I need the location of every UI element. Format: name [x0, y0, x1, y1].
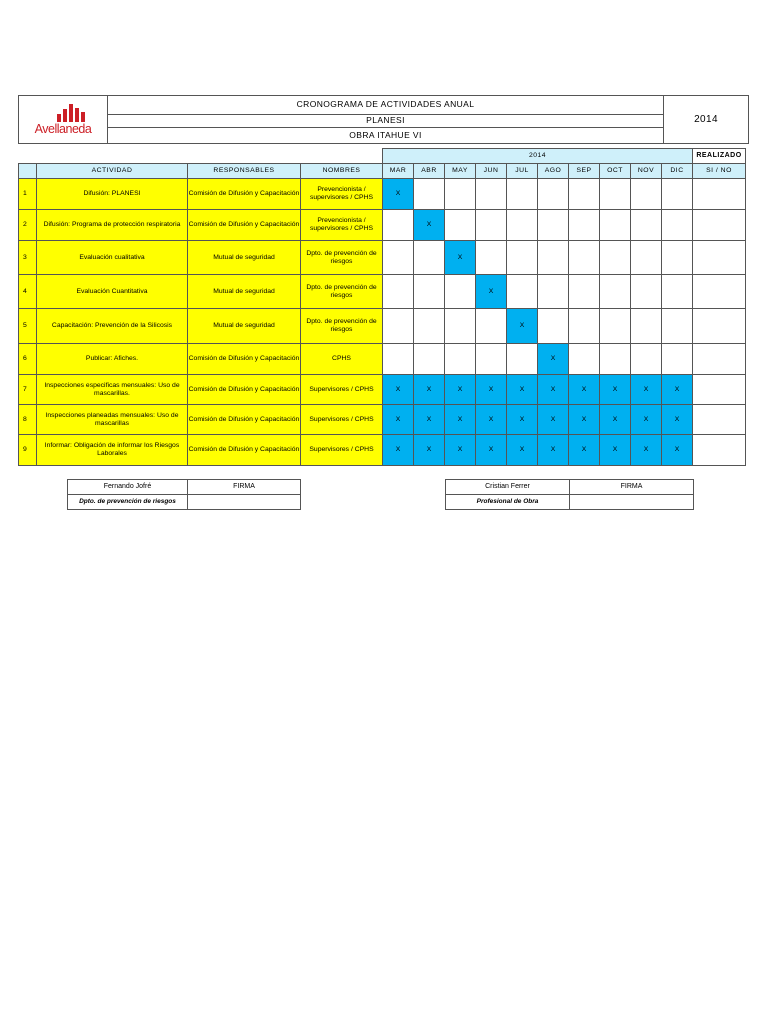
responsables-cell: Comisión de Difusión y Capacitación: [188, 435, 301, 466]
month-cell: [507, 210, 538, 241]
activity-cell: Difusión: Programa de protección respiratoria: [37, 210, 188, 241]
month-cell: X: [445, 241, 476, 275]
month-cell: [507, 275, 538, 309]
month-cell: X: [445, 435, 476, 466]
month-header: JUL: [507, 164, 538, 179]
month-cell: X: [383, 435, 414, 466]
realizado-cell[interactable]: [693, 241, 746, 275]
nombres-cell: Dpto. de prevención de riesgos: [301, 275, 383, 309]
month-cell: [538, 309, 569, 344]
logo-bars-icon: [57, 104, 91, 122]
month-cell: X: [476, 435, 507, 466]
month-cell: X: [445, 375, 476, 405]
month-cell: [569, 275, 600, 309]
realizado-cell[interactable]: [693, 375, 746, 405]
month-cell: [445, 309, 476, 344]
row-number: 4: [19, 275, 37, 309]
responsables-cell: Mutual de seguridad: [188, 275, 301, 309]
month-cell: X: [569, 435, 600, 466]
realizado-cell[interactable]: [693, 210, 746, 241]
month-cell: [445, 275, 476, 309]
activity-row: [19, 435, 746, 466]
month-cell: [383, 309, 414, 344]
month-cell: X: [445, 405, 476, 435]
month-cell: [662, 210, 693, 241]
month-cell: X: [383, 405, 414, 435]
month-cell: [662, 275, 693, 309]
activity-cell: Inspecciones planeadas mensuales: Uso de mascarillas: [37, 405, 188, 435]
month-cell: [662, 179, 693, 210]
month-cell: X: [662, 435, 693, 466]
month-cell: [600, 241, 631, 275]
month-cell: [569, 179, 600, 210]
actividad-header: ACTIVIDAD: [37, 164, 188, 179]
activity-cell: Difusión: PLANESI: [37, 179, 188, 210]
month-cell: [383, 275, 414, 309]
row-number: 3: [19, 241, 37, 275]
nombres-cell: Supervisores / CPHS: [301, 435, 383, 466]
month-cell: X: [538, 435, 569, 466]
month-cell: X: [507, 375, 538, 405]
nombres-cell: Dpto. de prevención de riesgos: [301, 309, 383, 344]
signature-field[interactable]: [188, 495, 301, 510]
month-cell: [631, 275, 662, 309]
activity-row: [19, 309, 746, 344]
firma-label: FIRMA: [570, 480, 694, 495]
month-cell: [414, 179, 445, 210]
month-cell: [538, 241, 569, 275]
month-cell: [507, 344, 538, 375]
month-header: MAR: [383, 164, 414, 179]
month-cell: X: [414, 405, 445, 435]
month-cell: [383, 241, 414, 275]
realizado-cell[interactable]: [693, 309, 746, 344]
month-cell: X: [662, 375, 693, 405]
row-number: 6: [19, 344, 37, 375]
month-cell: X: [631, 405, 662, 435]
project-name: OBRA ITAHUE VI: [108, 128, 664, 144]
month-cell: [414, 275, 445, 309]
month-cell: X: [507, 435, 538, 466]
realizado-header: REALIZADO: [693, 149, 746, 164]
sino-header: SI / NO: [693, 164, 746, 179]
month-cell: [507, 179, 538, 210]
month-cell: X: [383, 375, 414, 405]
month-cell: [445, 179, 476, 210]
signer-role: Profesional de Obra: [446, 495, 570, 510]
month-header: ABR: [414, 164, 445, 179]
document-title: CRONOGRAMA DE ACTIVIDADES ANUAL: [108, 96, 664, 115]
realizado-cell[interactable]: [693, 435, 746, 466]
month-cell: [662, 241, 693, 275]
month-cell: [476, 210, 507, 241]
month-cell: X: [507, 309, 538, 344]
activity-cell: Publicar: Afiches.: [37, 344, 188, 375]
month-header: NOV: [631, 164, 662, 179]
num-header: [19, 164, 37, 179]
month-cell: [569, 210, 600, 241]
nombres-cell: Prevencionista / supervisores / CPHS: [301, 179, 383, 210]
logo-text: Avellaneda: [34, 121, 92, 136]
realizado-cell[interactable]: [693, 179, 746, 210]
firma-label: FIRMA: [188, 480, 301, 495]
activity-cell: Inspecciones especificas mensuales: Uso de mascarillas.: [37, 375, 188, 405]
responsables-cell: Comisión de Difusión y Capacitación: [188, 344, 301, 375]
month-cell: X: [507, 405, 538, 435]
row-number: 8: [19, 405, 37, 435]
month-cell: [662, 309, 693, 344]
activity-cell: Evaluación Cuantitativa: [37, 275, 188, 309]
activity-row: [19, 179, 746, 210]
month-cell: [600, 210, 631, 241]
header-table: [18, 95, 749, 144]
month-cell: [631, 241, 662, 275]
month-cell: [414, 241, 445, 275]
signer-name: Fernando Jofré: [68, 480, 188, 495]
activity-row: [19, 375, 746, 405]
logo: [19, 96, 108, 144]
nombres-cell: CPHS: [301, 344, 383, 375]
activity-row: [19, 210, 746, 241]
month-cell: X: [631, 375, 662, 405]
month-cell: [476, 241, 507, 275]
program-name: PLANESI: [108, 115, 664, 128]
responsables-cell: Comisión de Difusión y Capacitación: [188, 375, 301, 405]
month-cell: [569, 241, 600, 275]
month-cell: [383, 210, 414, 241]
month-cell: X: [600, 405, 631, 435]
activity-row: [19, 405, 746, 435]
row-number: 9: [19, 435, 37, 466]
signature-block-left: [67, 479, 301, 510]
month-cell: [600, 344, 631, 375]
month-cell: X: [662, 405, 693, 435]
nombres-header: NOMBRES: [301, 164, 383, 179]
signature-field[interactable]: [570, 495, 694, 510]
month-cell: [631, 344, 662, 375]
month-cell: X: [569, 405, 600, 435]
row-number: 5: [19, 309, 37, 344]
nombres-cell: Supervisores / CPHS: [301, 375, 383, 405]
month-cell: [414, 344, 445, 375]
month-header: OCT: [600, 164, 631, 179]
month-cell: X: [569, 375, 600, 405]
responsables-cell: Mutual de seguridad: [188, 309, 301, 344]
month-cell: [476, 309, 507, 344]
month-cell: [569, 309, 600, 344]
activity-cell: Capacitación: Prevención de la Silicosis: [37, 309, 188, 344]
responsables-cell: Comisión de Difusión y Capacitación: [188, 210, 301, 241]
activity-row: [19, 344, 746, 375]
month-cell: [476, 344, 507, 375]
activity-cell: Informar: Obligación de informar los Riesgos Laborales: [37, 435, 188, 466]
month-header: AGO: [538, 164, 569, 179]
month-cell: X: [414, 435, 445, 466]
month-cell: [445, 210, 476, 241]
month-cell: X: [414, 210, 445, 241]
month-cell: [600, 179, 631, 210]
month-cell: X: [383, 179, 414, 210]
month-cell: X: [414, 375, 445, 405]
month-cell: [476, 179, 507, 210]
responsables-header: RESPONSABLES: [188, 164, 301, 179]
month-header: SEP: [569, 164, 600, 179]
month-cell: [662, 344, 693, 375]
signer-name: Cristian Ferrer: [446, 480, 570, 495]
month-cell: X: [476, 405, 507, 435]
responsables-cell: Comisión de Difusión y Capacitación: [188, 179, 301, 210]
activity-row: [19, 275, 746, 309]
month-cell: X: [600, 375, 631, 405]
header-year: 2014: [664, 96, 749, 144]
realizado-cell[interactable]: [693, 344, 746, 375]
month-cell: X: [538, 344, 569, 375]
month-cell: [507, 241, 538, 275]
row-number: 1: [19, 179, 37, 210]
row-number: 7: [19, 375, 37, 405]
responsables-cell: Mutual de seguridad: [188, 241, 301, 275]
month-cell: [414, 309, 445, 344]
activity-cell: Evaluación cualitativa: [37, 241, 188, 275]
realizado-cell[interactable]: [693, 405, 746, 435]
nombres-cell: Dpto. de prevención de riesgos: [301, 241, 383, 275]
month-cell: X: [631, 435, 662, 466]
month-cell: [383, 344, 414, 375]
signature-block-right: [445, 479, 694, 510]
nombres-cell: Supervisores / CPHS: [301, 405, 383, 435]
activity-row: [19, 241, 746, 275]
month-cell: [538, 210, 569, 241]
month-cell: X: [476, 375, 507, 405]
realizado-cell[interactable]: [693, 275, 746, 309]
month-cell: X: [538, 375, 569, 405]
month-header: DIC: [662, 164, 693, 179]
responsables-cell: Comisión de Difusión y Capacitación: [188, 405, 301, 435]
month-header: MAY: [445, 164, 476, 179]
schedule-table: [18, 148, 746, 466]
month-cell: X: [600, 435, 631, 466]
signer-role: Dpto. de prevención de riesgos: [68, 495, 188, 510]
year-header: 2014: [383, 149, 693, 164]
month-cell: [569, 344, 600, 375]
month-cell: [631, 210, 662, 241]
month-cell: [600, 309, 631, 344]
row-number: 2: [19, 210, 37, 241]
month-cell: X: [538, 405, 569, 435]
month-cell: X: [476, 275, 507, 309]
month-header: JUN: [476, 164, 507, 179]
month-cell: [631, 309, 662, 344]
month-cell: [631, 179, 662, 210]
month-cell: [445, 344, 476, 375]
month-cell: [600, 275, 631, 309]
month-cell: [538, 179, 569, 210]
nombres-cell: Prevencionista / supervisores / CPHS: [301, 210, 383, 241]
month-cell: [538, 275, 569, 309]
